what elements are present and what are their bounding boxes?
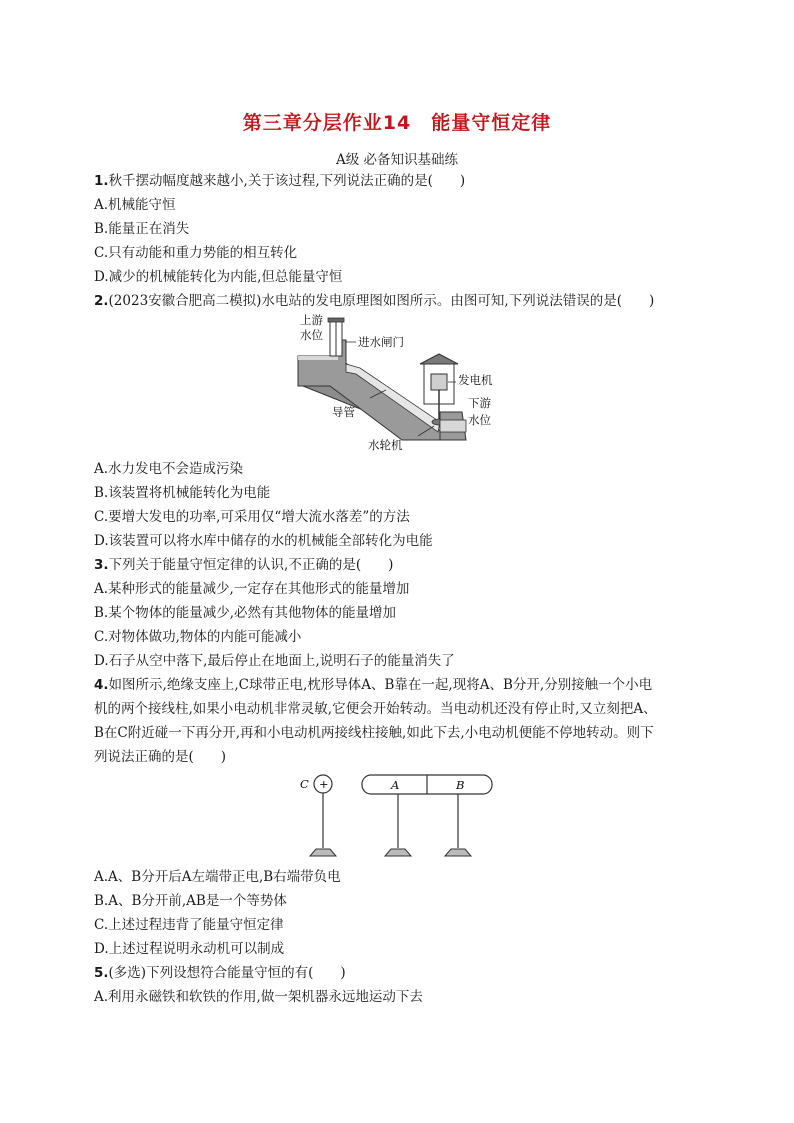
label-b: B — [456, 778, 465, 792]
label-upstream-2: 水位 — [300, 328, 323, 342]
question-5-stem — [94, 964, 346, 982]
question-4-stem-line-1 — [94, 676, 652, 694]
question-1-stem — [94, 172, 465, 190]
q4-option-a: A.A、B分开后A左端带正电,B右端带负电 — [94, 869, 341, 885]
question-text: (多选)下列设想符合能量守恒的有( ) — [108, 965, 346, 981]
hydropower-diagram — [290, 312, 510, 454]
question-number: 3. — [94, 557, 109, 573]
question-number: 2. — [94, 293, 109, 309]
q5-option-a: A.利用永磁铁和软铁的作用,做一架机器永远地运动下去 — [94, 989, 423, 1005]
q3-option-b: B.某个物体的能量减少,必然有其他物体的能量增加 — [94, 605, 397, 621]
q4-option-b: B.A、B分开前,AB是一个等势体 — [94, 893, 287, 909]
question-4-stem-line-4: 列说法正确的是( ) — [94, 749, 227, 765]
question-3-stem — [94, 556, 393, 574]
question-number: 4. — [94, 677, 109, 693]
question-2-stem — [94, 292, 654, 310]
q1-option-d: D.减少的机械能转化为内能,但总能量守恒 — [94, 269, 343, 285]
q2-option-c: C.要增大发电的功率,可采用仅“增大流水落差”的方法 — [94, 509, 410, 525]
downstream-water — [440, 420, 466, 432]
charged-conductor-diagram — [296, 770, 502, 862]
stand-b-base — [445, 849, 471, 856]
label-penstock: 导管 — [332, 405, 355, 419]
q4-option-c: C.上述过程违背了能量守恒定律 — [94, 917, 284, 933]
question-4-stem-line-3: B在C附近碰一下再分开,再和小电动机两接线柱接触,如此下去,小电动机便能不停地转动。则下 — [94, 725, 654, 741]
label-turbine: 水轮机 — [368, 438, 403, 452]
question-text: 下列关于能量守恒定律的认识,不正确的是( ) — [108, 557, 394, 573]
q4-option-d: D.上述过程说明永动机可以制成 — [94, 941, 285, 957]
stand-a-base — [385, 849, 411, 856]
question-text: 如图所示,绝缘支座上,C球带正电,枕形导体A、B靠在一起,现将A、B分开,分别接触一个小电 — [108, 677, 653, 693]
question-4-stem-line-2: 机的两个接线柱,如果小电动机非常灵敏,它便会开始转动。当电动机还没有停止时,又立刻把A、 — [94, 701, 657, 717]
label-downstream-1: 下游 — [468, 396, 491, 410]
q2-option-d: D.该装置可以将水库中储存的水的机械能全部转化为电能 — [94, 533, 433, 549]
question-text: (2023安徽合肥高二模拟)水电站的发电原理图如图所示。由图可知,下列说法错误的是( ) — [108, 293, 655, 309]
label-upstream-1: 上游 — [300, 313, 323, 327]
q1-option-a: A.机械能守恒 — [94, 197, 176, 213]
generator — [431, 374, 447, 390]
q3-option-c: C.对物体做功,物体的内能可能减小 — [94, 629, 302, 645]
question-text: 秋千摆动幅度越来越小,关于该过程,下列说法正确的是( ) — [108, 173, 466, 189]
stand-c-base — [310, 849, 336, 856]
q1-option-c: C.只有动能和重力势能的相互转化 — [94, 245, 298, 261]
label-c: C — [300, 777, 309, 791]
q2-option-b: B.该装置将机械能转化为电能 — [94, 485, 271, 501]
q3-option-a: A.某种形式的能量减少,一定存在其他形式的能量增加 — [94, 581, 410, 597]
label-intake-gate: 进水闸门 — [358, 335, 404, 349]
question-number: 5. — [94, 965, 109, 981]
q1-option-b: B.能量正在消失 — [94, 221, 190, 237]
q2-option-a: A.水力发电不会造成污染 — [94, 461, 244, 477]
q3-option-d: D.石子从空中落下,最后停止在地面上,说明石子的能量消失了 — [94, 653, 455, 669]
section-title: A级 必备知识基础练 — [335, 152, 459, 168]
label-downstream-2: 水位 — [468, 413, 491, 427]
label-generator: 发电机 — [458, 373, 493, 387]
label-plus: + — [319, 777, 329, 791]
question-number: 1. — [94, 173, 109, 189]
page-title: 第三章分层作业14 能量守恒定律 — [242, 112, 552, 134]
label-a: A — [391, 778, 400, 792]
